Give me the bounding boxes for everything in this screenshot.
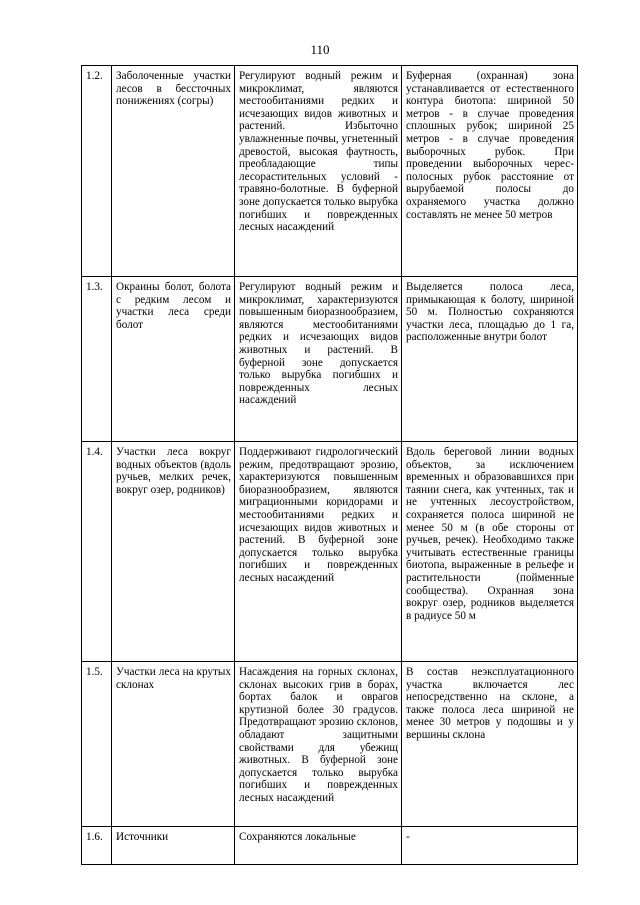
object-cell: Окраины болот, болота с редким лесом и участки леса среди болот — [112, 277, 235, 442]
table-row — [82, 277, 578, 442]
buffer-zone-cell: Выделяется полоса леса, примыкающая к болоту, шириной 50 м. Полностью сохраняются участки леса, площадью до 1 га, расположенные внутри болот — [402, 277, 578, 442]
object-cell: Участки леса на крутых склонах — [112, 662, 235, 827]
object-cell: Заболоченные участки лесов в бессточных понижениях (согры) — [112, 66, 235, 277]
function-cell: Регулируют водный режим и микроклимат, являются местообитаниями редких и исчезающих видов животных и растений. Избыточно увлажненные почвы, угнетенный древостой, высокая фаутность, преобладающие типы лесорастительных условий - травяно-болотные. В буферной зоне допускается только вырубка погибших и поврежденных лесных насаждений — [235, 66, 402, 277]
buffer-zone-cell: - — [402, 827, 578, 865]
table-row — [82, 442, 578, 662]
row-number: 1.6. — [82, 827, 112, 865]
table-row — [82, 827, 578, 865]
object-cell: Участки леса вокруг водных объектов (вдоль ручьев, мелких речек, вокруг озер, родников) — [112, 442, 235, 662]
row-number: 1.2. — [82, 66, 112, 277]
buffer-zone-cell: В состав неэксплуатационного участка включается лес непосредственно на склоне, а также полоса леса шириной не менее 30 метров у подошвы и у вершины склона — [402, 662, 578, 827]
function-cell: Насаждения на горных склонах, склонах высоких грив в борах, бортах балок и оврагов крутизной более 30 градусов. Предотвращают эрозию склонов, обладают защитными свойствами для убежищ животных. В буферной зоне допускается только вырубка погибших и поврежденных лесных насаждений — [235, 662, 402, 827]
buffer-zone-cell: Буферная (охранная) зона устанавливается от естественного контура биотопа: шириной 50 метров - в случае проведения сплошных рубок; шириной 25 метров - в случае проведения выборочных рубок. При проведении выборочных чересполосных рубок расстояние от вырубаемой полосы до охраняемого участка должно составлять не менее 50 метров — [402, 66, 578, 277]
row-number: 1.4. — [82, 442, 112, 662]
function-cell: Регулируют водный режим и микроклимат, характеризуются повышенным биоразнообразием, являются местообитаниями редких и исчезающих видов животных и растений. В буферной зоне допускается только вырубка погибших и поврежденных лесных насаждений — [235, 277, 402, 442]
row-number: 1.3. — [82, 277, 112, 442]
table-row — [82, 66, 578, 277]
page-number: 110 — [310, 42, 330, 57]
function-cell: Сохраняются локальные — [235, 827, 402, 865]
biotope-table — [81, 65, 578, 865]
object-cell: Источники — [112, 827, 235, 865]
row-number: 1.5. — [82, 662, 112, 827]
buffer-zone-cell: Вдоль береговой линии водных объектов, за исключением временных и образовавшихся при таянии снега, как учтенных, так и не учтенных лесоустройством, сохраняется полоса шириной не менее 50 м (в обе стороны от ручьев, речек). Необходимо также учитывать естественные границы биотопа, выраженные в рельефе и растительности (пойменные сообщества). Охранная зона вокруг озер, родников выделяется в радиусе 50 м — [402, 442, 578, 662]
function-cell: Поддерживают гидрологический режим, предотвращают эрозию, характеризуются повышенным биоразнообразием, являются миграционными коридорами и местообитаниями редких и исчезающих видов животных и растений. В буферной зоне допускается только вырубка погибших и поврежденных лесных насаждений — [235, 442, 402, 662]
table-row — [82, 662, 578, 827]
